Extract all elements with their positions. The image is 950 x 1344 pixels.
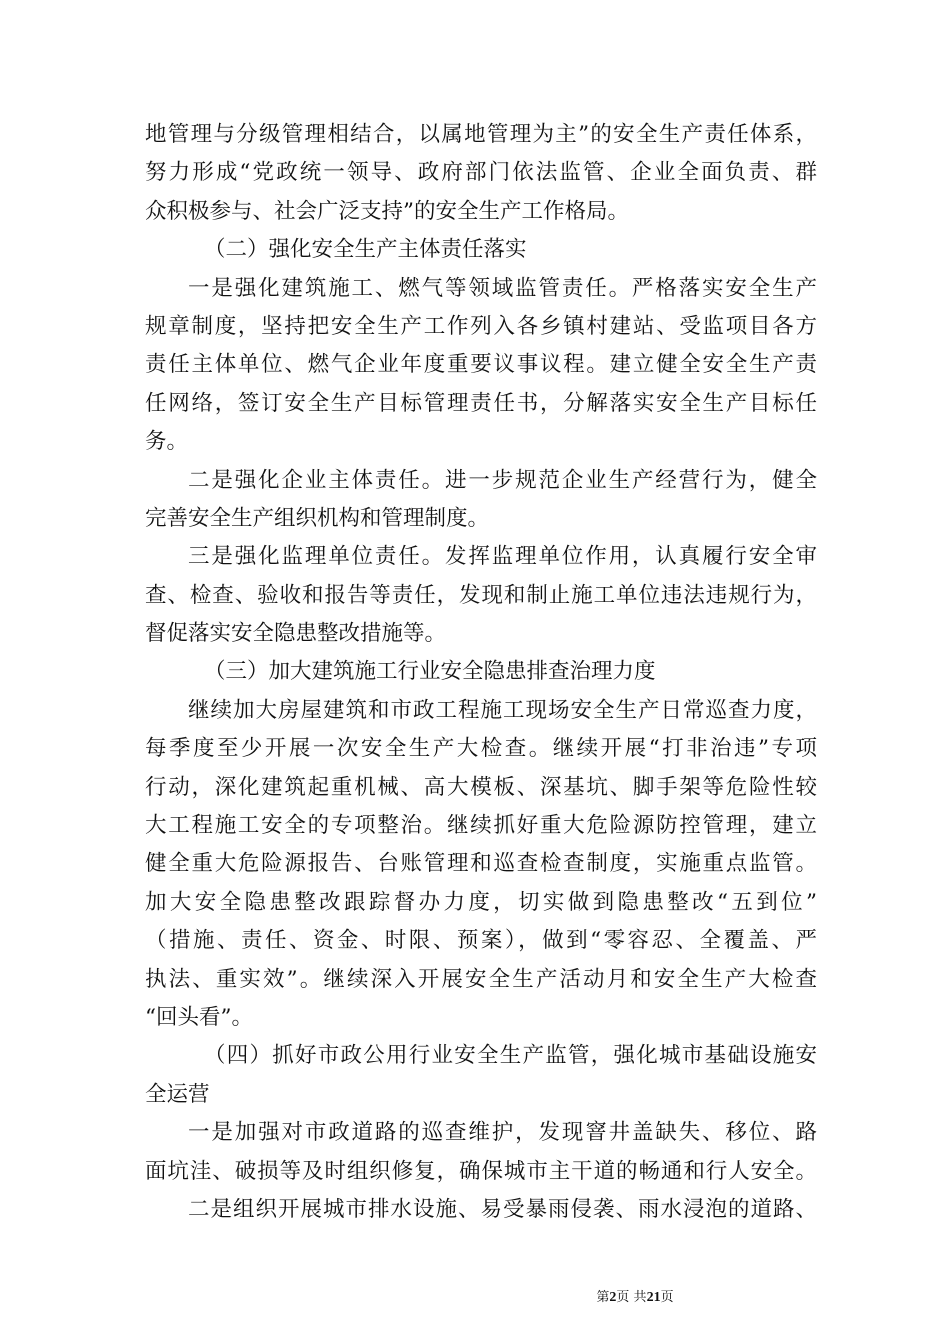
text-line: 二是组织开展城市排水设施、易受暴雨侵袭、雨水浸泡的道路、 — [188, 1196, 817, 1222]
text-line: 查、检查、验收和报告等责任，发现和制止施工单位违法违规行为， — [145, 582, 817, 608]
section-heading: （三）加大建筑施工行业安全隐患排查治理力度 — [204, 659, 656, 685]
section-heading: （四）抓好市政公用行业安全生产监管，强化城市基础设施安 — [204, 1043, 817, 1069]
text-line: 执法、重实效”。继续深入开展安全生产活动月和安全生产大检查 — [145, 966, 817, 992]
body-text — [145, 116, 817, 1229]
text-line: 二是强化企业主体责任。进一步规范企业生产经营行为，健全 — [188, 467, 817, 493]
text-line: 努力形成“党政统一领导、政府部门依法监管、企业全面负责、群 — [145, 160, 817, 186]
text-line: “回头看”。 — [145, 1004, 253, 1030]
text-line: 加大安全隐患整改跟踪督办力度，切实做到隐患整改“五到位” — [145, 889, 817, 915]
text-line: 面坑洼、破损等及时组织修复，确保城市主干道的畅通和行人安全。 — [145, 1158, 817, 1184]
text-line: 一是加强对市政道路的巡查维护，发现窨井盖缺失、移位、路 — [188, 1120, 817, 1146]
text-line: 三是强化监理单位责任。发挥监理单位作用，认真履行安全审 — [188, 544, 817, 570]
footer-suffix: 页 — [660, 1290, 674, 1305]
text-line: 每季度至少开展一次安全生产大检查。继续开展“打非治违”专项 — [145, 736, 817, 762]
section-heading: （二）强化安全生产主体责任落实 — [204, 237, 527, 263]
section-heading-continued: 全运营 — [145, 1081, 210, 1107]
text-line: 完善安全生产组织机构和管理制度。 — [145, 505, 490, 531]
text-line: 务。 — [145, 429, 189, 455]
text-line: 继续加大房屋建筑和市政工程施工现场安全生产日常巡查力度， — [188, 697, 817, 723]
text-line: 行动，深化建筑起重机械、高大模板、深基坑、脚手架等危险性较 — [145, 774, 817, 800]
text-line: 健全重大危险源报告、台账管理和巡查检查制度，实施重点监管。 — [145, 851, 817, 877]
footer-middle: 页 共 — [616, 1290, 647, 1305]
total-pages-number: 21 — [646, 1290, 661, 1305]
current-page-number: 2 — [609, 1290, 617, 1305]
text-line: 任网络，签订安全生产目标管理责任书，分解落实安全生产目标任 — [145, 390, 817, 416]
text-line: 督促落实安全隐患整改措施等。 — [145, 621, 447, 647]
text-line: 众积极参与、社会广泛支持”的安全生产工作格局。 — [145, 198, 629, 224]
text-line: 规章制度，坚持把安全生产工作列入各乡镇村建站、受监项目各方 — [145, 313, 817, 339]
footer-prefix: 第 — [596, 1290, 610, 1305]
text-line: 责任主体单位、燃气企业年度重要议事议程。建立健全安全生产责 — [145, 352, 817, 378]
page-footer — [0, 1290, 950, 1306]
text-line: 一是强化建筑施工、燃气等领域监管责任。严格落实安全生产 — [188, 275, 817, 301]
text-line: 地管理与分级管理相结合，以属地管理为主”的安全生产责任体系， — [145, 122, 817, 147]
text-line: （措施、责任、资金、时限、预案），做到“零容忍、全覆盖、严 — [145, 928, 817, 954]
text-line: 大工程施工安全的专项整治。继续抓好重大危险源防控管理，建立 — [145, 813, 817, 839]
